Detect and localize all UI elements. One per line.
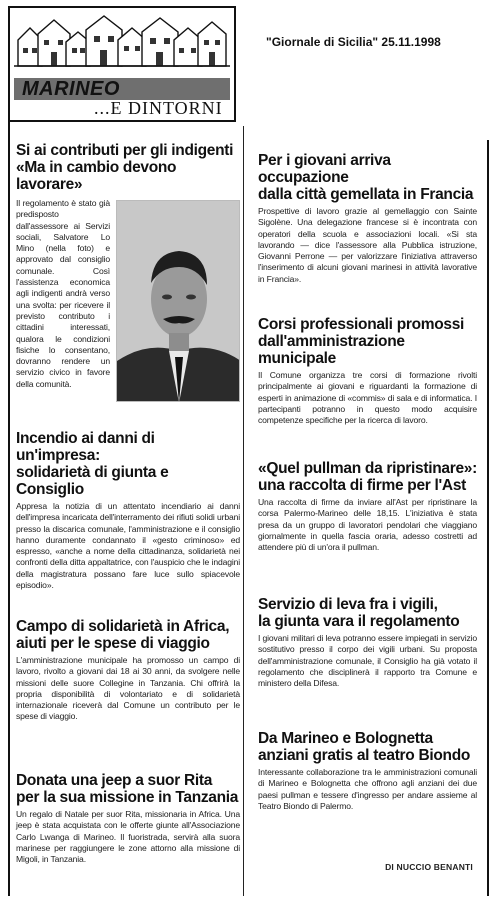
section-masthead	[8, 6, 236, 122]
headline-line-2: aiuti per le spese di viaggio	[16, 635, 210, 652]
article-body: Prospettive di lavoro grazie al gemellaggio con Sainte Sigolène. Una delegazione francese si è incontrata con operatori della scuola e associazioni locali. «Si sta lavorando — dice l'assessore alla Pubblica istruzione, Giovanni Perrone — per valorizzare l'iniziativa attraverso l'inserimento di alcuni giovani marinesi in attività lavorative in Francia».	[258, 206, 477, 284]
article-headline	[258, 152, 477, 203]
right-border-rule	[487, 140, 489, 896]
article-servizio-leva	[250, 596, 483, 689]
headline-line-2: dall'amministrazione municipale	[258, 333, 405, 367]
article-body: Una raccolta di firme da inviare all'Ast per ripristinare la corsa Palermo-Marineo delle 18,15. L'iniziativa è stata presa da un gruppo di lavoratori pendolari che viaggiano giornalmente in quella fascia oraria, adesso costretti ad attendere più di un'ora il pullman.	[258, 497, 477, 553]
column-divider	[243, 126, 244, 896]
article-body: L'amministrazione municipale ha promosso un campo di lavoro, rivolto a giovani dai 18 ai 30 anni, da svolgere nelle missioni delle suore Collegine in Tanzania. Chi offrirà la propria disponibilità di volontariato e di solidarietà internazionale riceverà dal Comune un contributo per le spese di viaggio.	[16, 655, 240, 722]
author-byline: DI NUCCIO BENANTI	[385, 862, 473, 872]
article-corsi-professionali	[250, 316, 483, 426]
right-column	[250, 140, 483, 896]
headline-line-1: Incendio ai danni di un'impresa:	[16, 430, 155, 464]
left-column	[8, 122, 240, 897]
headline-line-2: dalla città gemellata in Francia	[258, 186, 474, 203]
headline-line-1: Per i giovani arriva occupazione	[258, 152, 391, 186]
headline-line-2: la giunta vara il regolamento	[258, 613, 460, 630]
article-body: I giovani militari di leva potranno essere impiegati in servizio sostitutivo presso il corpo dei vigili urbani. Su proposta dell'amministrazione comunale, il Consiglio ha già votato il regolamento che disciplinerà il rapporto tra Comune e ministero della Difesa.	[258, 633, 477, 689]
headline-line-2: solidarietà di giunta e Consiglio	[16, 464, 169, 498]
article-pullman	[250, 460, 483, 553]
article-campo-africa	[8, 618, 240, 723]
article-headline	[258, 460, 477, 494]
article-incendio	[8, 430, 240, 591]
headline-line-2: per la sua missione in Tanzania	[16, 789, 239, 806]
article-headline	[258, 730, 477, 764]
headline-line-2: «Ma in cambio devono lavorare»	[16, 159, 177, 193]
headline-line-1: Campo di solidarietà in Africa,	[16, 618, 230, 635]
headline-line-1: Servizio di leva fra i vigili,	[258, 596, 438, 613]
article-body-wrap	[16, 198, 240, 390]
article-headline	[258, 316, 477, 367]
article-body: Un regalo di Natale per suor Rita, missionaria in Africa. Una jeep è stata acquistata con le offerte giunte all'Associazione Carlo Lwanga di Marineo. Il fuoristrada, servirà alla suora marinese per raggiungere le zone attorno alla missione di Migoli, in Tanzania.	[16, 809, 240, 865]
headline-line-1: «Quel pullman da ripristinare»:	[258, 460, 477, 477]
headline-line-1: Donata una jeep a suor Rita	[16, 772, 213, 789]
headline-line-1: Da Marineo e Bolognetta	[258, 730, 433, 747]
headline-line-1: Si ai contributi per gli indigenti	[16, 142, 234, 159]
article-giovani-francia	[250, 152, 483, 285]
article-body: Appresa la notizia di un attentato incendiario ai danni dell'impresa incaricata dell'interramento dei rifiuti solidi urbani presso la discarica comunale, l'amministrazione e il consiglio hanno duramente condannato il «gesto criminoso» ed espresso, «anche a nome della cittadinanza, solidarietà nei confronti della ditta appaltatrice, con l'auspicio che le indagini della magistratura possano fare luce sullo spiacevole episodio».	[16, 501, 240, 591]
section-subtitle: ...E DINTORNI	[94, 98, 223, 118]
headline-line-2: una raccolta di firme per l'Ast	[258, 477, 467, 494]
article-headline	[16, 772, 240, 806]
article-teatro-biondo	[250, 730, 483, 812]
section-title: MARINEO	[22, 78, 120, 100]
article-headline	[16, 618, 240, 652]
article-headline	[16, 430, 240, 498]
portrait-image	[117, 201, 240, 402]
article-body: Interessante collaborazione tra le amministrazioni comunali di Marineo e Bolognetta che offrono agli anziani dei due paesi pullman e tessere d'ingresso per andare assieme al Teatro Biondo di Palermo.	[258, 767, 477, 811]
article-headline	[258, 596, 477, 630]
headline-line-2: anziani gratis al teatro Biondo	[258, 747, 471, 764]
newspaper-citation: "Giornale di Sicilia" 25.11.1998	[266, 35, 441, 49]
section-banner	[14, 72, 230, 118]
portrait-photo-salvatore-lo-mino	[116, 200, 240, 402]
houses-skyline-illustration	[14, 10, 230, 74]
headline-line-1: Corsi professionali promossi	[258, 316, 465, 333]
article-body: Il Comune organizza tre corsi di formazione rivolti principalmente ai giovani e riguardanti la formazione di esperti in animazione di «commis» di sala e di informatica. I partecipanti potranno in questo modo acquisire competenze specifiche per la ricerca di lavoro.	[258, 370, 477, 426]
article-indigenti	[8, 142, 240, 404]
article-body: Il regolamento è stato già predisposto dall'assessore ai Servizi sociali, Salvatore Lo Mino (nella foto) e approvato dal consiglio comunale. Così l'assistenza economica agli indigenti andrà verso una svolta: per ricevere il previsto contributo i cittadini interessati, qualora le condizioni fisiche lo consentano, dovranno rendere un servizio civico in favore della comunità.	[16, 198, 110, 389]
article-headline	[16, 142, 240, 193]
article-jeep	[8, 772, 240, 865]
